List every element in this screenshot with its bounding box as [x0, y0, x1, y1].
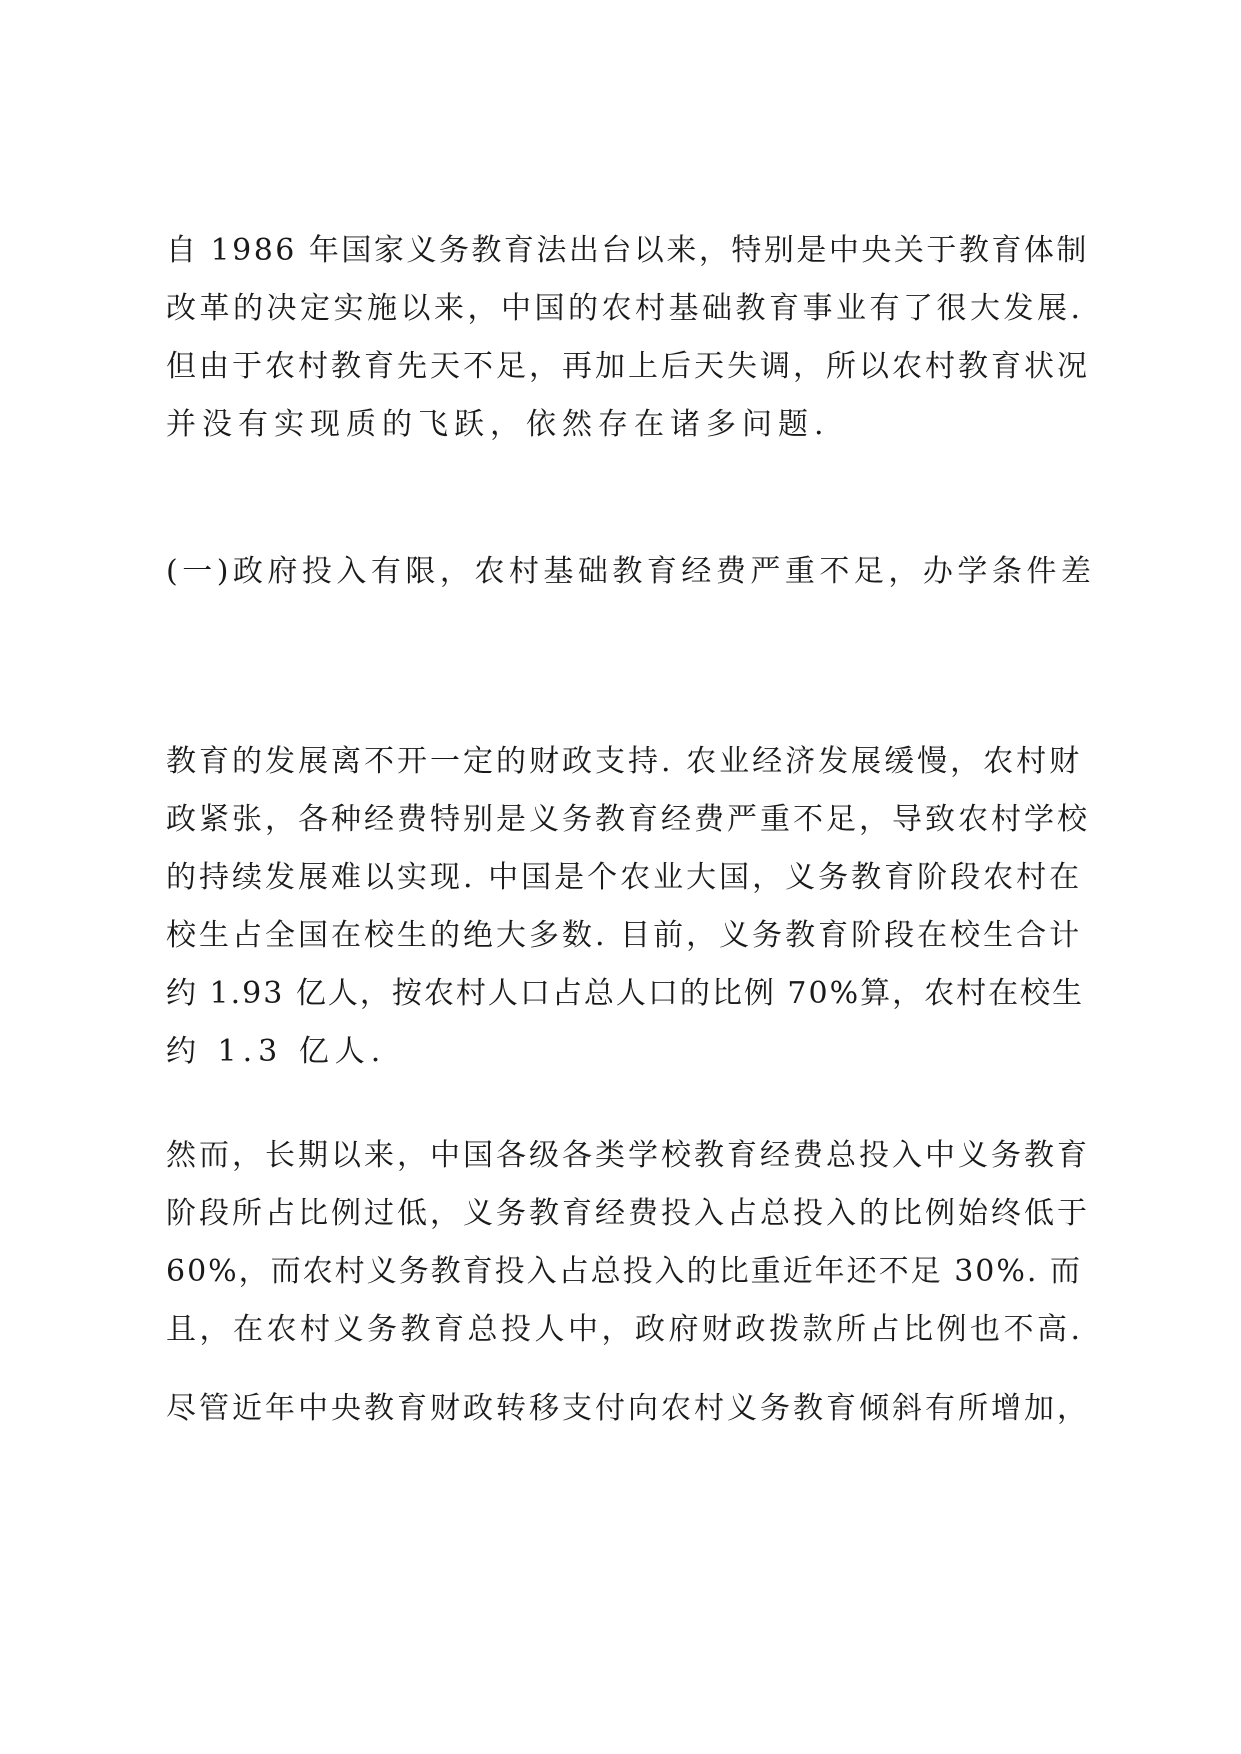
text-line: 约 1.93 亿人，按农村人口占总人口的比例 70%算，农村在校生 — [166, 976, 1085, 1011]
text-line: 约 1.3 亿人. — [166, 1034, 387, 1069]
text-line: 的持续发展难以实现. 中国是个农业大国，义务教育阶段农村在 — [166, 860, 1083, 895]
text-line: 然而，长期以来，中国各级各类学校教育经费总投入中义务教育 — [166, 1138, 1090, 1173]
text-line: 改革的决定实施以来，中国的农村基础教育事业有了很大发展. — [166, 291, 1084, 326]
text-line: 教育的发展离不开一定的财政支持. 农业经济发展缓慢，农村财 — [166, 744, 1083, 779]
text-line: 政紧张，各种经费特别是义务教育经费严重不足，导致农村学校 — [166, 802, 1090, 837]
text-line: 阶段所占比例过低，义务教育经费投入占总投入的比例始终低于 — [166, 1196, 1090, 1231]
text-line: 但由于农村教育先天不足，再加上后天失调，所以农村教育状况 — [166, 349, 1090, 384]
text-line: 尽管近年中央教育财政转移支付向农村义务教育倾斜有所增加， — [166, 1391, 1090, 1426]
paragraph — [166, 1380, 1096, 1438]
text-line: 60%，而农村义务教育投入占总投入的比重近年还不足 30%. 而 — [166, 1254, 1082, 1289]
section-heading — [166, 543, 1096, 601]
heading-text: (一)政府投入有限，农村基础教育经费严重不足，办学条件差 — [166, 554, 1096, 589]
text-line: 校生占全国在校生的绝大多数. 目前，义务教育阶段在校生合计 — [166, 918, 1083, 953]
text-line: 自 1986 年国家义务教育法出台以来，特别是中央关于教育体制 — [166, 233, 1089, 268]
paragraph — [166, 733, 1096, 1081]
text-line: 并没有实现质的飞跃，依然存在诸多问题. — [166, 407, 830, 442]
paragraph — [166, 1127, 1096, 1359]
text-line: 且，在农村义务教育总投人中，政府财政拨款所占比例也不高. — [166, 1312, 1084, 1347]
paragraph — [166, 222, 1096, 454]
